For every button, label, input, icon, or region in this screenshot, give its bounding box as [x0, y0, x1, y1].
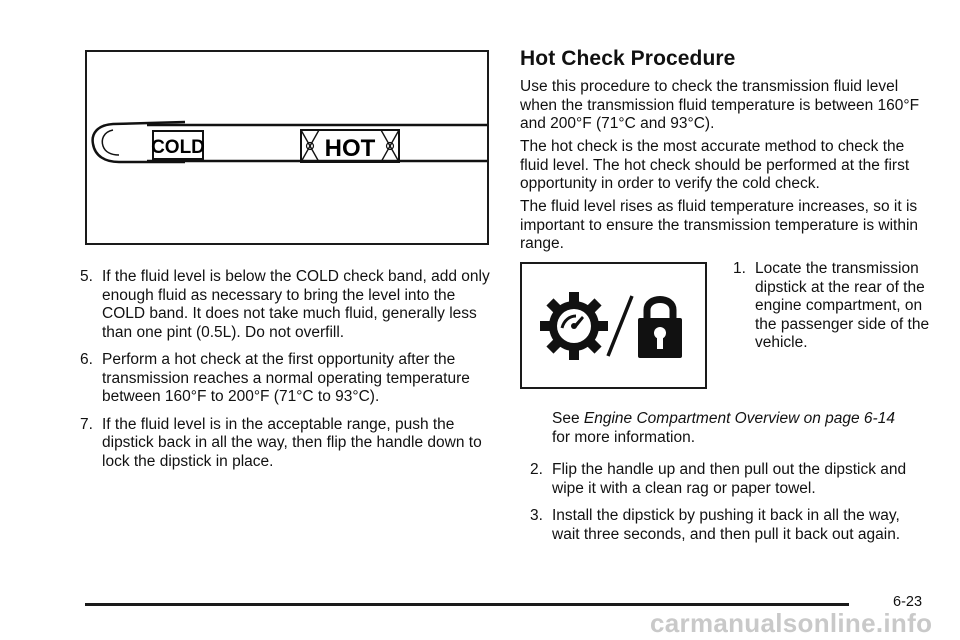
step-1: 1. Locate the transmission dipstick at the rear of the engine compartment, on the passenger side of the vehicle. — [733, 260, 930, 351]
watermark: carmanualsonline.info — [650, 608, 933, 638]
section-title: Hot Check Procedure — [520, 47, 736, 70]
cross-reference-link[interactable]: Engine Compartment Overview on page 6-14 — [583, 410, 895, 427]
footer-rule — [85, 603, 849, 606]
left-steps — [80, 268, 492, 471]
right-steps-lower — [530, 461, 930, 544]
gear-icon — [540, 292, 608, 360]
step-3: 3. Install the dipstick by pushing it back in all the way, wait three seconds, and then pull it back out again. — [530, 507, 901, 543]
dipstick-lock-figure — [520, 262, 707, 389]
paragraph-intro: Use this procedure to check the transmission fluid level when the transmission fluid temperature is between 160°F and 200°F (71°C and 93°C). — [520, 78, 920, 132]
page-number: 6-23 — [893, 594, 923, 610]
paragraph-range: The fluid level rises as fluid temperature increases, so it is important to ensure the transmission temperature is within range. — [520, 198, 919, 252]
see-reference: See Engine Compartment Overview on page 6-14 for more information. — [552, 410, 895, 446]
lock-icon — [638, 300, 682, 359]
dipstick-illustration — [85, 50, 489, 245]
cold-band-label: COLD — [151, 137, 205, 158]
step-2: 2. Flip the handle up and then pull out the dipstick and wipe it with a clean rag or paper towel. — [530, 461, 907, 497]
step-7: 7. If the fluid level is in the acceptable range, push the dipstick back in all the way, then flip the handle down to lock the dipstick in place. — [80, 415, 482, 470]
step-5: 5. If the fluid level is below the COLD check band, add only enough fluid as necessary to bring the level into the COLD band. It does not take much fluid, generally less than one pint (0.5L). Do not overfill. — [80, 268, 490, 341]
paragraph-accuracy: The hot check is the most accurate method to check the fluid level. The hot check should be performed at the first opportunity in order to verify the cold check. — [520, 138, 910, 192]
hot-band-label: HOT — [324, 135, 376, 162]
step-6: 6. Perform a hot check at the first opportunity after the transmission reaches a normal operating temperature between 160°F to 200°F (71°C to 93°C). — [80, 351, 470, 405]
dipstick-drawing — [87, 52, 487, 243]
